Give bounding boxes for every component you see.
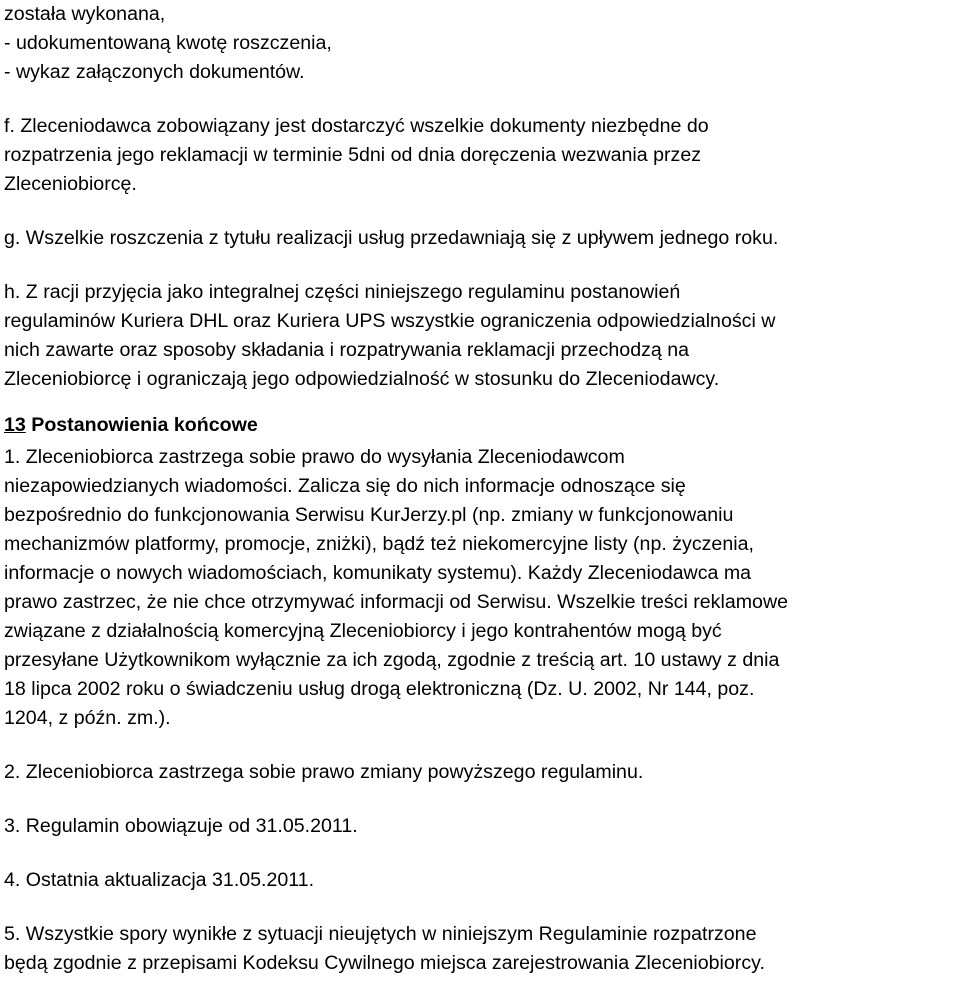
text-line: h. Z racji przyjęcia jako integralnej części niniejszego regulaminu postanowień bbox=[4, 281, 681, 303]
text-line: informacje o nowych wiadomościach, komunikaty systemu). Każdy Zleceniodawca ma bbox=[4, 562, 752, 584]
section-number: 13 bbox=[4, 414, 26, 436]
text-line: będą zgodnie z przepisami Kodeksu Cywilnego miejsca zarejestrowania Zleceniobiorcy. bbox=[4, 952, 765, 974]
text-line: została wykonana, bbox=[4, 3, 166, 25]
text-line: 5. Wszystkie spory wynikłe z sytuacji nieujętych w niniejszym Regulaminie rozpatrzone bbox=[4, 923, 757, 945]
text-line: mechanizmów platformy, promocje, zniżki), bądź też niekomercyjne listy (np. życzenia, bbox=[4, 533, 754, 555]
point-3 bbox=[4, 812, 956, 841]
text-line: f. Zleceniodawca zobowiązany jest dostarczyć wszelkie dokumenty niezbędne do bbox=[4, 115, 709, 137]
text-line: związane z działalnością komercyjną Zleceniobiorcy i jego kontrahentów mogą być bbox=[4, 620, 722, 642]
text-line: niezapowiedzianych wiadomości. Zalicza się do nich informacje odnoszące się bbox=[4, 475, 686, 497]
section-title: Postanowienia końcowe bbox=[31, 414, 258, 436]
text-line: 1. Zleceniobiorca zastrzega sobie prawo do wysyłania Zleceniodawcom bbox=[4, 446, 625, 468]
point-4 bbox=[4, 866, 956, 895]
text-line: - wykaz załączonych dokumentów. bbox=[4, 61, 305, 83]
paragraph-f bbox=[4, 112, 956, 199]
text-line: g. Wszelkie roszczenia z tytułu realizacji usług przedawniają się z upływem jednego roku. bbox=[4, 227, 779, 249]
paragraph-g bbox=[4, 224, 956, 253]
text-line: Zleceniobiorcę. bbox=[4, 173, 137, 195]
point-1 bbox=[4, 443, 956, 733]
section-13-heading bbox=[4, 411, 956, 440]
text-line: 4. Ostatnia aktualizacja 31.05.2011. bbox=[4, 869, 315, 891]
section-12-tail bbox=[4, 0, 956, 87]
paragraph-h bbox=[4, 278, 956, 394]
text-line: 18 lipca 2002 roku o świadczeniu usług drogą elektroniczną (Dz. U. 2002, Nr 144, poz. bbox=[4, 678, 755, 700]
text-line: prawo zastrzec, że nie chce otrzymywać informacji od Serwisu. Wszelkie treści reklamowe bbox=[4, 591, 788, 613]
text-line: 3. Regulamin obowiązuje od 31.05.2011. bbox=[4, 815, 358, 837]
text-line: bezpośrednio do funkcjonowania Serwisu KurJerzy.pl (np. zmiany w funkcjonowaniu bbox=[4, 504, 734, 526]
text-line: nich zawarte oraz sposoby składania i rozpatrywania reklamacji przechodzą na bbox=[4, 339, 690, 361]
document-page bbox=[4, 0, 956, 978]
point-5 bbox=[4, 920, 956, 978]
text-line: regulaminów Kuriera DHL oraz Kuriera UPS wszystkie ograniczenia odpowiedzialności w bbox=[4, 310, 776, 332]
text-line: Zleceniobiorcę i ograniczają jego odpowiedzialność w stosunku do Zleceniodawcy. bbox=[4, 368, 720, 390]
point-2 bbox=[4, 758, 956, 787]
text-line: 2. Zleceniobiorca zastrzega sobie prawo zmiany powyższego regulaminu. bbox=[4, 761, 644, 783]
text-line: 1204, z późn. zm.). bbox=[4, 707, 171, 729]
text-line: przesyłane Użytkownikom wyłącznie za ich zgodą, zgodnie z treścią art. 10 ustawy z dnia bbox=[4, 649, 780, 671]
text-line: rozpatrzenia jego reklamacji w terminie 5dni od dnia doręczenia wezwania przez bbox=[4, 144, 702, 166]
text-line: - udokumentowaną kwotę roszczenia, bbox=[4, 32, 332, 54]
